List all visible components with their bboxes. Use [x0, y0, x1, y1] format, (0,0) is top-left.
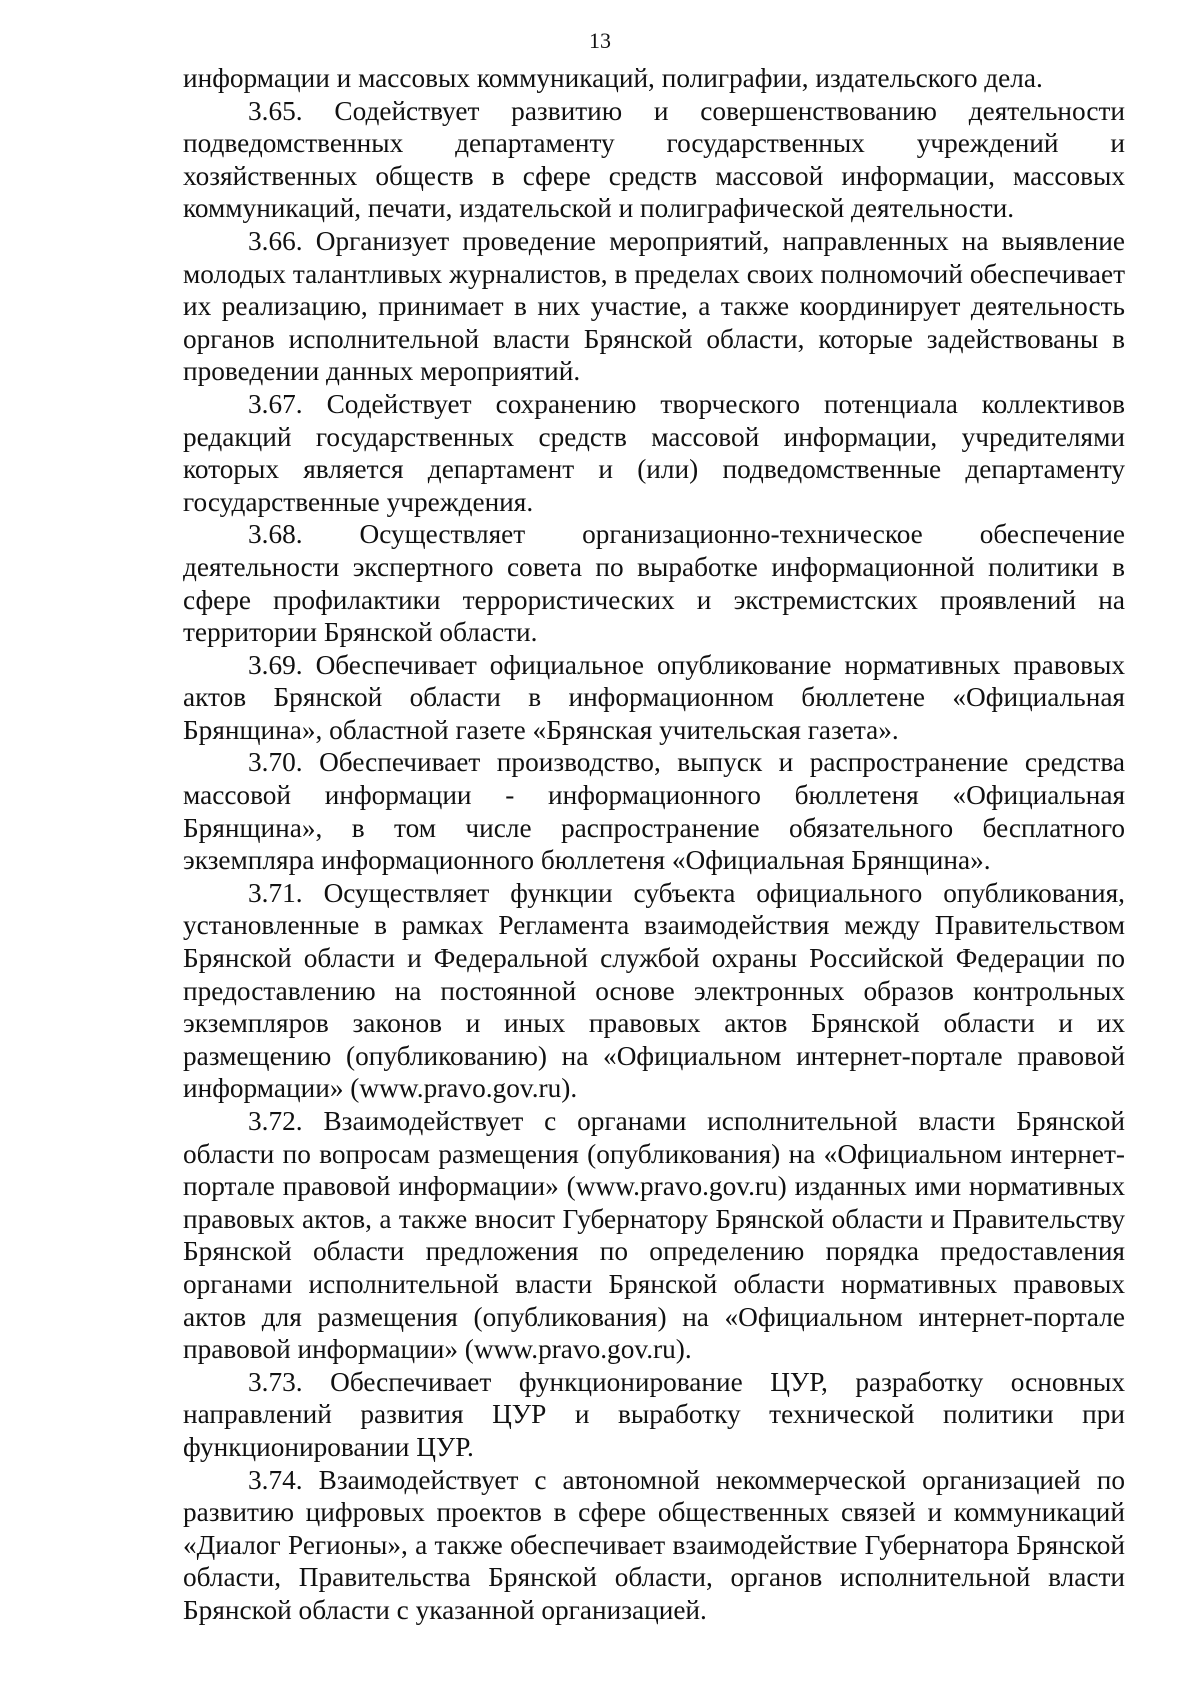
paragraph-text: Обеспечивает производство, выпуск и распространение средства массовой информации - информационного бюллетеня «Официальная Брянщина», в том числе распространение обязательного бесплатного экземпляра информационного бюллетеня «Официальная Брянщина». [183, 747, 1125, 876]
paragraph-number: 3.66. [248, 225, 303, 256]
paragraph-3-66 [183, 225, 1125, 388]
paragraph-number: 3.70. [248, 747, 303, 778]
paragraph-number: 3.69. [248, 649, 303, 680]
paragraph-3-68 [183, 518, 1125, 648]
opening-text: информации и массовых коммуникаций, полиграфии, издательского дела. [183, 63, 1043, 93]
paragraph-number: 3.71. [248, 877, 303, 908]
paragraph-text: Обеспечивает официальное опубликование нормативных правовых актов Брянской области в информационном бюллетене «Официальная Брянщина», областной газете «Брянская учительская газета». [183, 649, 1126, 745]
paragraph-text: Обеспечивает функционирование ЦУР, разработку основных направлений развития ЦУР и выработку технической политики при функционировании ЦУР. [183, 1366, 1125, 1462]
paragraph-text: Взаимодействует с органами исполнительной власти Брянской области по вопросам размещения (опубликования) на «Официальном интернет-портале правовой информации» (www.pravo.gov.ru) изданных ими нормативных правовых актов, а также вносит Губернатору Брянской области и Правительству Брянской области предложения по определению порядка предоставления органами исполнительной власти Брянской области нормативных правовых актов для размещения (опубликования) на «Официальном интернет-портале правовой информации» (www.pravo.gov.ru). [183, 1106, 1126, 1365]
paragraph-3-72 [183, 1105, 1125, 1366]
paragraph-number: 3.72. [248, 1106, 303, 1136]
paragraph-number: 3.73. [248, 1366, 303, 1397]
paragraph-number: 3.68. [248, 519, 303, 550]
page-number: 13 [589, 28, 611, 53]
paragraph-3-67 [183, 388, 1125, 518]
paragraph-3-73 [183, 1366, 1125, 1464]
paragraph-text: Содействует сохранению творческого потенциала коллективов редакций государственных средств массовой информации, учредителями которых является департамент и (или) подведомственные департаменту государственные учреждения. [183, 388, 1125, 517]
paragraph-3-71 [183, 877, 1125, 1105]
paragraph-text: Осуществляет функции субъекта официального опубликования, установленные в рамках Регламента взаимодействия между Правительством Брянской области и Федеральной службой охраны Российской Федерации по предоставлению на постоянной основе электронных образов контрольных экземпляров законов и иных правовых актов Брянской области и их размещению (опубликованию) на «Официальном интернет-портале правовой информации» (www.pravo.gov.ru). [183, 877, 1125, 1104]
paragraph-3-65 [183, 95, 1125, 225]
paragraph-3-69 [183, 649, 1125, 747]
paragraph-3-74 [183, 1464, 1125, 1627]
paragraph-text: Взаимодействует с автономной некоммерческой организацией по развитию цифровых проектов в сфере общественных связей и коммуникаций «Диалог Регионы», а также обеспечивает взаимодействие Губернатора Брянской области, Правительства Брянской области, органов исполнительной власти Брянской области с указанной организацией. [183, 1464, 1126, 1625]
document-body [183, 62, 1125, 1627]
paragraph-3-70 [183, 746, 1125, 876]
paragraph-number: 3.65. [248, 95, 303, 126]
paragraph-text: Организует проведение мероприятий, направленных на выявление молодых талантливых журналистов, в пределах своих полномочий обеспечивает их реализацию, принимает в них участие, а также координирует деятельность органов исполнительной власти Брянской области, которые задействованы в проведении данных мероприятий. [183, 225, 1126, 387]
paragraph-text: Осуществляет организационно-техническое обеспечение деятельности экспертного совета по выработке информационной политики в сфере профилактики террористических и экстремистских проявлений на территории Брянской области. [183, 519, 1125, 648]
paragraph-number: 3.74. [248, 1464, 303, 1495]
paragraph-text: Содействует развитию и совершенствованию деятельности подведомственных департаменту государственных учреждений и хозяйственных обществ в сфере средств массовой информации, массовых коммуникаций, печати, издательской и полиграфической деятельности. [183, 95, 1125, 224]
paragraph-number: 3.67. [248, 388, 303, 419]
